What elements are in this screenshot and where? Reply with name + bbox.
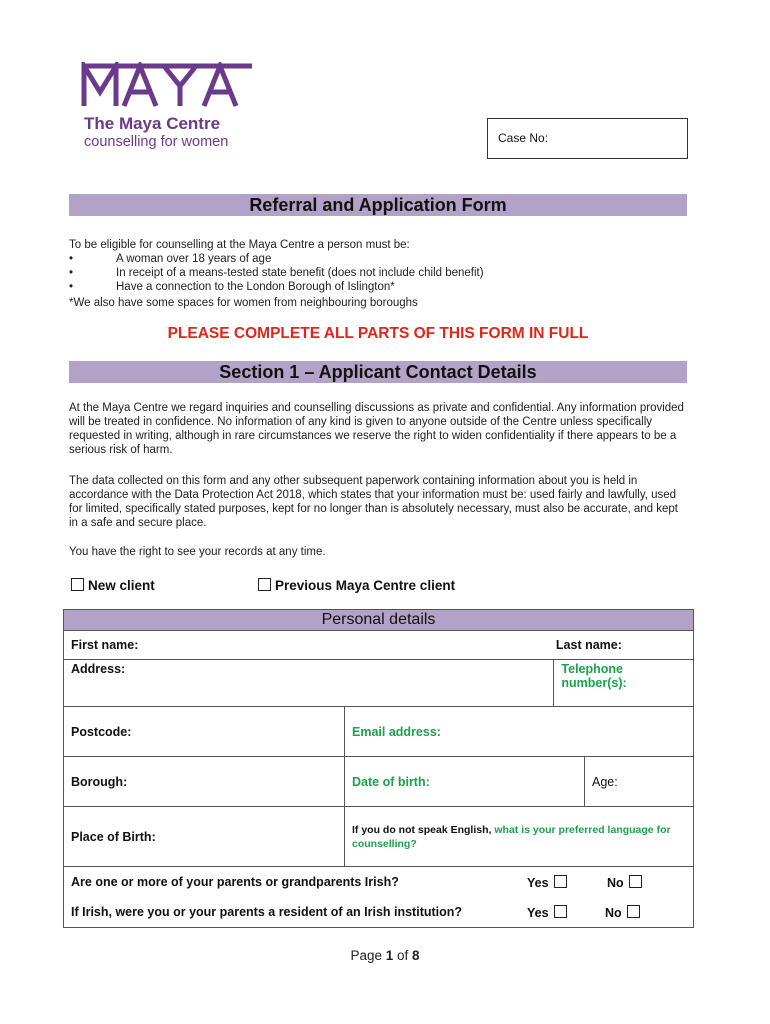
telephone-label: Telephone number(s): bbox=[561, 662, 627, 690]
maya-centre-logo bbox=[80, 62, 280, 150]
complete-all-warning: PLEASE COMPLETE ALL PARTS OF THIS FORM IN FULL bbox=[167, 325, 589, 342]
irish-q2-no[interactable] bbox=[605, 905, 644, 920]
previous-client-label: Previous Maya Centre client bbox=[275, 578, 456, 593]
irish-questions bbox=[64, 867, 694, 928]
case-no-field[interactable] bbox=[487, 118, 688, 159]
irish-q2-no-checkbox[interactable] bbox=[627, 905, 640, 918]
eligibility-intro: To be eligible for counselling at the Maya Centre a person must be: bbox=[69, 239, 410, 251]
list-item: • In receipt of a means-tested state benefit (does not include child benefit) bbox=[69, 266, 484, 280]
irish-q2-yes[interactable] bbox=[527, 905, 571, 920]
list-item: • Have a connection to the London Borough of Islington* bbox=[69, 280, 484, 294]
eligibility-list bbox=[69, 252, 484, 294]
total-pages: 8 bbox=[412, 948, 420, 963]
logo-subtitle: counselling for women bbox=[84, 134, 229, 150]
dob-field[interactable] bbox=[345, 757, 585, 807]
no-label: No bbox=[607, 876, 624, 890]
last-name-label: Last name: bbox=[555, 638, 622, 652]
new-client-checkbox[interactable] bbox=[71, 578, 84, 591]
records-right-text: You have the right to see your records at any time. bbox=[69, 546, 326, 558]
irish-q1-yes-checkbox[interactable] bbox=[554, 875, 567, 888]
new-client-label: New client bbox=[88, 578, 155, 593]
eligibility-note: *We also have some spaces for women from neighbouring boroughs bbox=[69, 297, 418, 309]
email-label: Email address: bbox=[352, 724, 441, 739]
case-no-label: Case No: bbox=[498, 131, 549, 145]
page-footer bbox=[0, 948, 770, 963]
irish-q1-no-checkbox[interactable] bbox=[629, 875, 642, 888]
yes-label: Yes bbox=[527, 876, 549, 890]
irish-q1-yes[interactable] bbox=[527, 875, 571, 890]
email-field[interactable] bbox=[345, 707, 694, 757]
language-question: what is your preferred language for counselling? bbox=[352, 823, 671, 850]
personal-details-heading: Personal details bbox=[64, 610, 694, 631]
irish-q2-yes-checkbox[interactable] bbox=[554, 905, 567, 918]
age-label: Age: bbox=[592, 774, 618, 789]
footer-prefix: Page bbox=[350, 948, 386, 963]
confidentiality-paragraph: At the Maya Centre we regard inquiries and counselling discussions as private and confidential. Any information provided will be treated in confidence. No information of any kind is given to anyone outside of the Centre unless specifically requested in writing, although in rare circumstances we reserve the right to widen confidentiality if there appears to be a serious risk of harm. bbox=[69, 402, 684, 456]
no-label: No bbox=[605, 906, 622, 920]
yes-label: Yes bbox=[527, 906, 549, 920]
postcode-label: Postcode: bbox=[71, 724, 132, 739]
address-label: Address: bbox=[71, 662, 126, 676]
borough-label: Borough: bbox=[71, 774, 128, 789]
current-page: 1 bbox=[385, 948, 394, 963]
telephone-field[interactable] bbox=[554, 660, 694, 707]
irish-question-1: Are one or more of your parents or grandparents Irish? bbox=[71, 875, 399, 889]
place-of-birth-field[interactable] bbox=[64, 807, 345, 867]
logo-title: The Maya Centre bbox=[84, 114, 221, 133]
data-protection-paragraph: The data collected on this form and any other subsequent paperwork containing information about you is held in accordance with the Data Protection Act 2018, which states that your information must be: used fairly and lawfully, used for limited, specifically stated purposes, kept for no longer than is absolutely necessary, must also be accurate, and kept in a safe and secure place. bbox=[69, 475, 678, 529]
place-of-birth-label: Place of Birth: bbox=[71, 829, 156, 844]
maya-logo-mark bbox=[80, 62, 256, 108]
irish-q1-no[interactable] bbox=[607, 875, 646, 890]
new-client-option[interactable] bbox=[71, 578, 155, 593]
previous-client-checkbox[interactable] bbox=[258, 578, 271, 591]
preferred-language-field[interactable] bbox=[345, 807, 694, 867]
last-name-field[interactable] bbox=[554, 631, 694, 660]
personal-details-table bbox=[63, 609, 694, 928]
postcode-field[interactable] bbox=[64, 707, 345, 757]
first-name-field[interactable] bbox=[64, 631, 554, 660]
list-item: • A woman over 18 years of age bbox=[69, 252, 484, 266]
irish-question-2: If Irish, were you or your parents a resident of an Irish institution? bbox=[71, 905, 463, 919]
age-field[interactable] bbox=[585, 757, 694, 807]
form-title: Referral and Application Form bbox=[69, 194, 687, 216]
language-prefix: If you do not speak English, bbox=[352, 823, 495, 836]
address-field[interactable] bbox=[64, 660, 554, 707]
footer-of: of bbox=[393, 948, 413, 963]
dob-label: Date of birth: bbox=[352, 774, 430, 789]
section1-title: Section 1 – Applicant Contact Details bbox=[69, 361, 687, 383]
previous-client-option[interactable] bbox=[258, 578, 455, 593]
borough-field[interactable] bbox=[64, 757, 345, 807]
first-name-label: First name: bbox=[71, 638, 139, 652]
